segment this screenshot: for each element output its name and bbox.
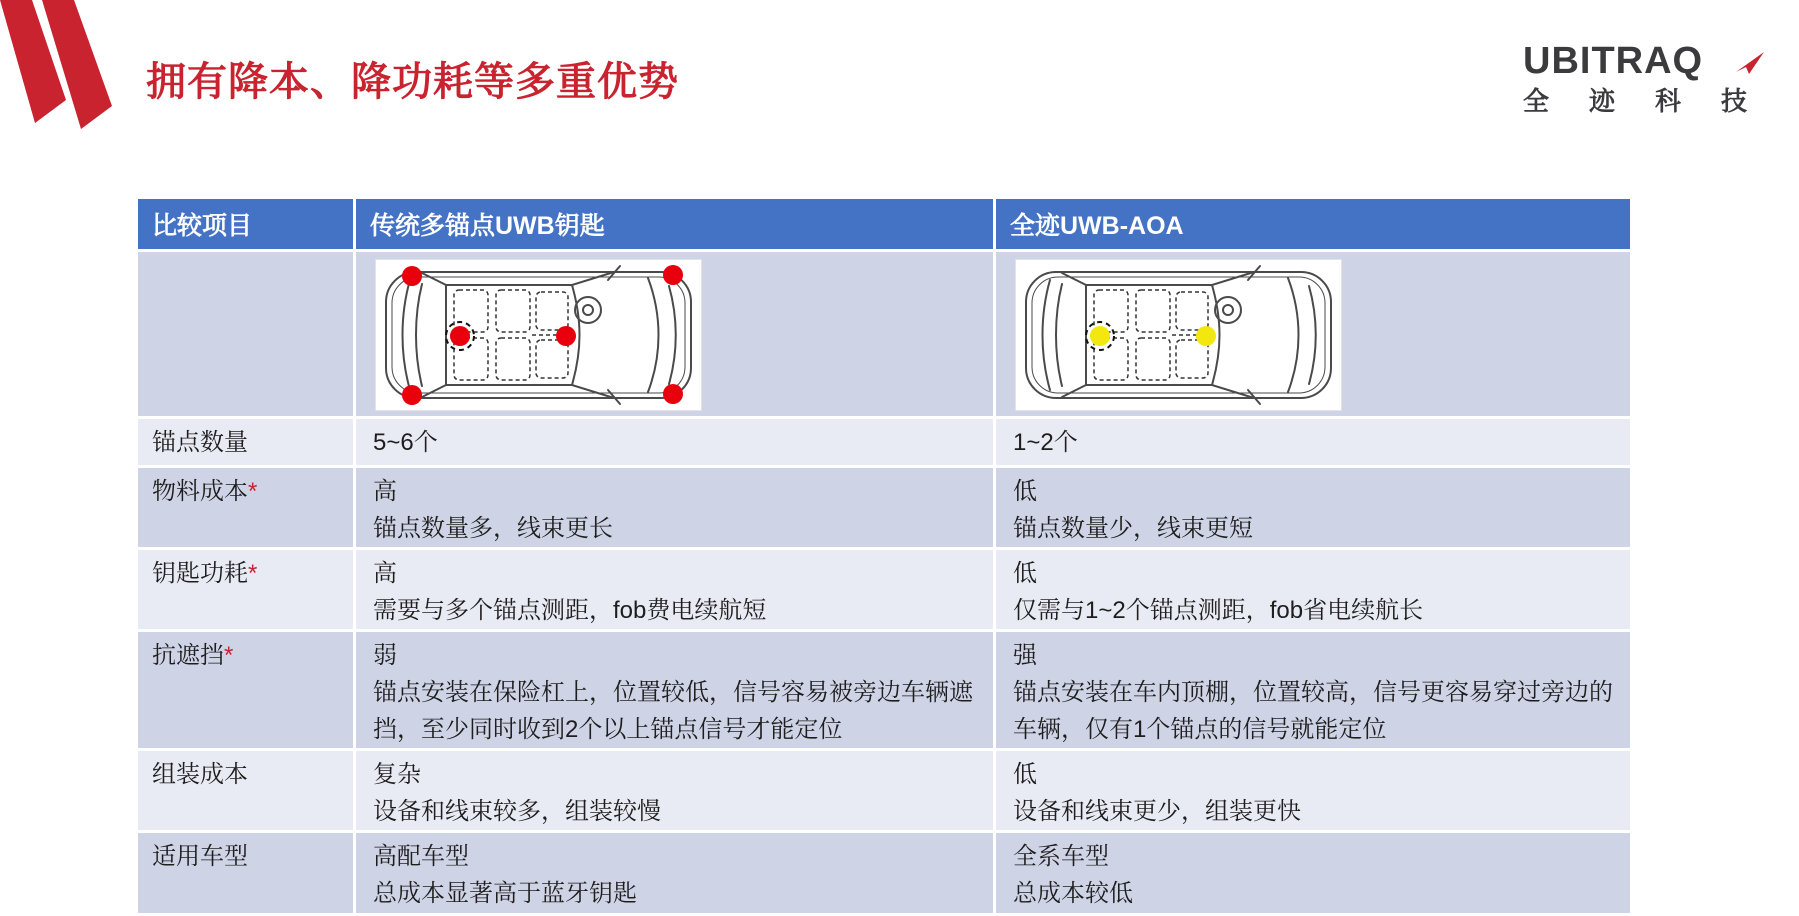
cell-line: 需要与多个锚点测距，fob费电续航短 [373, 597, 767, 624]
car-seats-outline [1094, 290, 1212, 380]
cell-ubitraq [996, 833, 1630, 913]
cell-ubitraq [996, 632, 1630, 748]
anchor-dot-icon [450, 326, 470, 346]
cell-traditional [356, 833, 993, 913]
cell-traditional [356, 751, 993, 830]
cell-line: 锚点数量多，线束更长 [373, 515, 613, 542]
anchor-dot-icon [1090, 326, 1110, 346]
cell-line: 1~2个 [1013, 429, 1078, 456]
cell-ubitraq [996, 550, 1630, 629]
comparison-table [135, 196, 1633, 916]
anchor-dot-icon [556, 326, 576, 346]
car-diagram-traditional [375, 259, 702, 411]
brand-arrow-icon [1736, 52, 1766, 76]
cell-line: 设备和线束更少，组装更快 [1013, 798, 1301, 825]
row-label [138, 550, 353, 629]
corner-ribbon-icon [0, 0, 135, 135]
diagram-row-label-cell [138, 252, 353, 416]
cell-line: 5~6个 [373, 429, 438, 456]
anchor-dot-icon [1196, 326, 1216, 346]
cell-line: 复杂 [373, 761, 421, 788]
row-label-text: 钥匙功耗 [152, 560, 248, 587]
row-label [138, 468, 353, 547]
cell-line: 高 [373, 560, 397, 587]
cell-line: 低 [1013, 761, 1037, 788]
header-ubitraq-aoa: 全迹UWB-AOA [996, 199, 1630, 249]
cell-traditional [356, 550, 993, 629]
cell-line: 锚点安装在保险杠上，位置较低，信号容易被旁边车辆遮挡，至少同时收到2个以上锚点信号才能定位 [373, 679, 973, 743]
table-row-applicable-models [138, 833, 1630, 913]
anchor-dot-icon [402, 385, 422, 405]
header-compare-item: 比较项目 [138, 199, 353, 249]
cell-line: 仅需与1~2个锚点测距，fob省电续航长 [1013, 597, 1424, 624]
required-asterisk: * [248, 560, 258, 587]
car-diagram-ubitraq [1015, 259, 1342, 411]
brand-name-text: UBITRAQ [1523, 40, 1704, 82]
cell-line: 总成本较低 [1013, 880, 1133, 907]
cell-line: 低 [1013, 478, 1037, 505]
row-label-text: 组装成本 [152, 761, 248, 788]
table-row-material-cost [138, 468, 1630, 547]
cell-line: 弱 [373, 642, 397, 669]
cell-line: 锚点数量少，线束更短 [1013, 515, 1253, 542]
diagram-cell-traditional [356, 252, 993, 416]
brand-logo [1523, 40, 1788, 118]
row-label [138, 833, 353, 913]
brand-name-cn: 全迹科技 [1523, 86, 1788, 116]
row-label-text: 物料成本 [152, 478, 248, 505]
anchor-dot-icon [402, 266, 422, 286]
row-label-text: 抗遮挡 [152, 642, 224, 669]
table-row-anchor-count [138, 419, 1630, 465]
diagram-row [138, 252, 1630, 416]
cell-traditional [356, 419, 993, 465]
cell-line: 锚点安装在车内顶棚，位置较高，信号更容易穿过旁边的车辆，仅有1个锚点的信号就能定位 [1013, 679, 1613, 743]
row-label [138, 751, 353, 830]
table-row-key-power [138, 550, 1630, 629]
table-row-occlusion-resistance [138, 632, 1630, 748]
brand-name [1523, 40, 1758, 82]
required-asterisk: * [248, 478, 258, 505]
row-label-text: 适用车型 [152, 843, 248, 870]
anchor-dot-icon [663, 265, 683, 285]
cell-line: 全系车型 [1013, 843, 1109, 870]
cell-line: 高配车型 [373, 843, 469, 870]
cell-line: 设备和线束较多，组装较慢 [373, 798, 661, 825]
required-asterisk: * [224, 642, 234, 669]
anchor-dots-ubitraq [1086, 322, 1216, 350]
row-label [138, 419, 353, 465]
cell-ubitraq [996, 419, 1630, 465]
row-label-text: 锚点数量 [152, 429, 248, 456]
table-row-assembly-cost [138, 751, 1630, 830]
cell-line: 总成本显著高于蓝牙钥匙 [373, 880, 637, 907]
cell-ubitraq [996, 751, 1630, 830]
cell-traditional [356, 632, 993, 748]
anchor-dot-icon [663, 384, 683, 404]
cell-ubitraq [996, 468, 1630, 547]
cell-line: 低 [1013, 560, 1037, 587]
cell-line: 高 [373, 478, 397, 505]
row-label [138, 632, 353, 748]
diagram-cell-ubitraq [996, 252, 1630, 416]
cell-line: 强 [1013, 642, 1037, 669]
table-header-row [138, 199, 1630, 249]
header-traditional-uwb: 传统多锚点UWB钥匙 [356, 199, 993, 249]
page-title: 拥有降本、降功耗等多重优势 [146, 60, 679, 104]
cell-traditional [356, 468, 993, 547]
car-seats-outline [454, 290, 572, 380]
